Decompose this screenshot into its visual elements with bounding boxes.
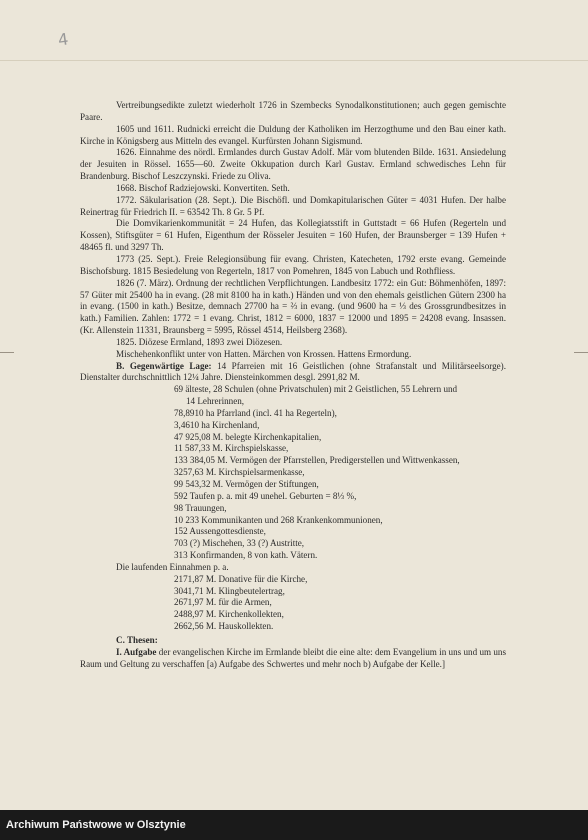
archive-label: Archiwum Państwowe w Olsztynie xyxy=(6,819,186,831)
paragraph-10: Mischehenkonflikt unter von Hatten. Märchen von Krossen. Hattens Ermordung. xyxy=(116,348,412,359)
income-item: 2488,97 M. Kirchenkollekten, xyxy=(174,609,284,620)
paragraph-2: 1605 und 1611. Rudnicki erreicht die Duldung der Katholiken im Herzogthume und den Bau einer kath. Kirche in Königsberg aus Mitteln des evangel. Kurfürsten Johann Sigismund. xyxy=(80,123,506,146)
edge-mark-right xyxy=(574,352,588,353)
income-item: 2171,87 M. Donative für die Kirche, xyxy=(174,573,308,584)
paragraph-6: Die Domvikarienkommunität = 24 Hufen, das Kollegiatsstift in Guttstadt = 66 Hufen (Regerteln und Kossen), Stiftsgüter = 61 Hufen, Eigenthum der Rösseler Jesuiten = 160 Hufen, der Braunsberger = 139 Hufen + 48465 fl. und 3297 Th. xyxy=(80,218,506,253)
list-item: 3257,63 M. Kirchspielsarmenkasse, xyxy=(174,467,305,478)
list-item: 592 Taufen p. a. mit 49 unehel. Geburten = 8⅓ %, xyxy=(174,490,357,501)
list-item: 313 Konfirmanden, 8 von kath. Vätern. xyxy=(174,550,318,561)
thesis-label: I. Aufgabe xyxy=(116,646,157,657)
section-c-text xyxy=(80,647,506,671)
section-b xyxy=(80,361,506,385)
paragraph-3: 1626. Einnahme des nördl. Ermlandes durch Gustav Adolf. Mär vom blutenden Bilde. 1631. Ansiedelung der Jesuiten in Rössel. 1655—60. Zweite Okkupation durch Karl Gustav. Ermland schwedisches Lehn für Brandenburg. Bischof Leszczynski. Friede zu Oliva. xyxy=(80,147,506,182)
paragraph-5: 1772. Säkularisation (28. Sept.). Die Bischöfl. und Domkapitularischen Güter = 4031 Hufen. Der halbe Reinertrag für Friedrich II. = 63542 Th. 8 Gr. 5 Pf. xyxy=(80,194,506,217)
list-item: 133 384,05 M. Vermögen der Pfarrstellen, Predigerstellen und Wittwenkassen, xyxy=(174,455,460,466)
list-item: 78,8910 ha Pfarrland (incl. 41 ha Regerteln), xyxy=(174,407,337,418)
list-item: 47 925,08 M. belegte Kirchenkapitalien, xyxy=(174,431,322,442)
income-list xyxy=(80,574,506,633)
list-item: 11 587,33 M. Kirchspielskasse, xyxy=(174,443,289,454)
section-b-heading: B. Gegenwärtige Lage: xyxy=(116,360,212,371)
list-item: 703 (?) Mischehen, 33 (?) Austritte, xyxy=(174,538,305,549)
paragraph-7: 1773 (25. Sept.). Freie Relegionsübung für evang. Christen, Katecheten, 1792 erste evang. Gemeinde Bischofsburg. 1815 Besiedelung von Regerteln, 1817 von Pomehren, 1845 von Labuch und Rothfliess. xyxy=(80,253,506,276)
list-item: 69 älteste, 28 Schulen (ohne Privatschulen) mit 2 Geistlichen, 55 Lehrern und xyxy=(174,384,458,395)
list-item: 14 Lehrerinnen, xyxy=(186,396,245,407)
list-item: 10 233 Kommunikanten und 268 Krankenkommunionen, xyxy=(174,514,383,525)
paragraph-1: Vertreibungsedikte zuletzt wiederholt 1726 in Szembecks Synodalkonstitutionen; auch gegen gemischte Paare. xyxy=(80,100,506,122)
list-item: 3,4610 ha Kirchenland, xyxy=(174,419,260,430)
paragraph-8: 1826 (7. März). Ordnung der rechtlichen Verpflichtungen. Landbesitz 1772: ein Gut: Böhmenhöfen, 1897: 57 Güter mit 25400 ha in evang. (28 mit 8100 ha in kath.) Händen und von den ehemals geistlichen Gütern 2300 ha in evang. (1500 in kath.) Besitze, demnach 27700 ha = ⅔ in evang. (und 9600 ha = ⅓ des Grossgrundbesitzes in kath.) Familien. Zahlen: 1772 = 1 evang. Christ, 1812 = 6000, 1837 = 12000 und 1895 = 24208 evang. Insassen. (Kr. Allenstein 11331, Braunsberg = 5995, Rössel 4514, Heilsberg 2368). xyxy=(80,277,506,336)
document-text xyxy=(80,100,506,671)
section-c-heading: C. Thesen: xyxy=(116,634,158,645)
thesis-text: der evangelischen Kirche im Ermlande bleibt die eine alte: dem Evangelium in uns und um uns Raum und Geltung zu verschaffen [a) Aufgabe des Schwertes und mehr noch b) Aufgabe der Kelle.] xyxy=(80,646,506,669)
handwritten-number: 4 xyxy=(56,29,70,50)
edge-mark-left xyxy=(0,352,14,353)
income-item: 2671,97 M. für die Armen, xyxy=(174,597,272,608)
list-item: 98 Trauungen, xyxy=(174,502,227,513)
section-b-text: 14 Pfarreien mit 16 Geistlichen (ohne Strafanstalt und Militärseelsorge). Dienstalter durchschnittlich 12¼ Jahre. Diensteinkommen desgl. 2991,82 M. xyxy=(80,360,506,383)
paragraph-4: 1668. Bischof Radziejowski. Konvertiten. Seth. xyxy=(116,182,290,193)
statistics-list xyxy=(80,384,506,562)
income-item: 2662,56 M. Hauskollekten. xyxy=(174,621,274,632)
paragraph-9: 1825. Diözese Ermland, 1893 zwei Diözesen. xyxy=(116,336,283,347)
page-fold-line xyxy=(0,60,588,61)
income-item: 3041,71 M. Klingbeutelertrag, xyxy=(174,585,285,596)
list-item: 99 543,32 M. Vermögen der Stiftungen, xyxy=(174,479,319,489)
income-heading: Die laufenden Einnahmen p. a. xyxy=(116,561,229,572)
archive-footer xyxy=(0,810,588,840)
list-item: 152 Aussengottesdienste, xyxy=(174,526,266,537)
